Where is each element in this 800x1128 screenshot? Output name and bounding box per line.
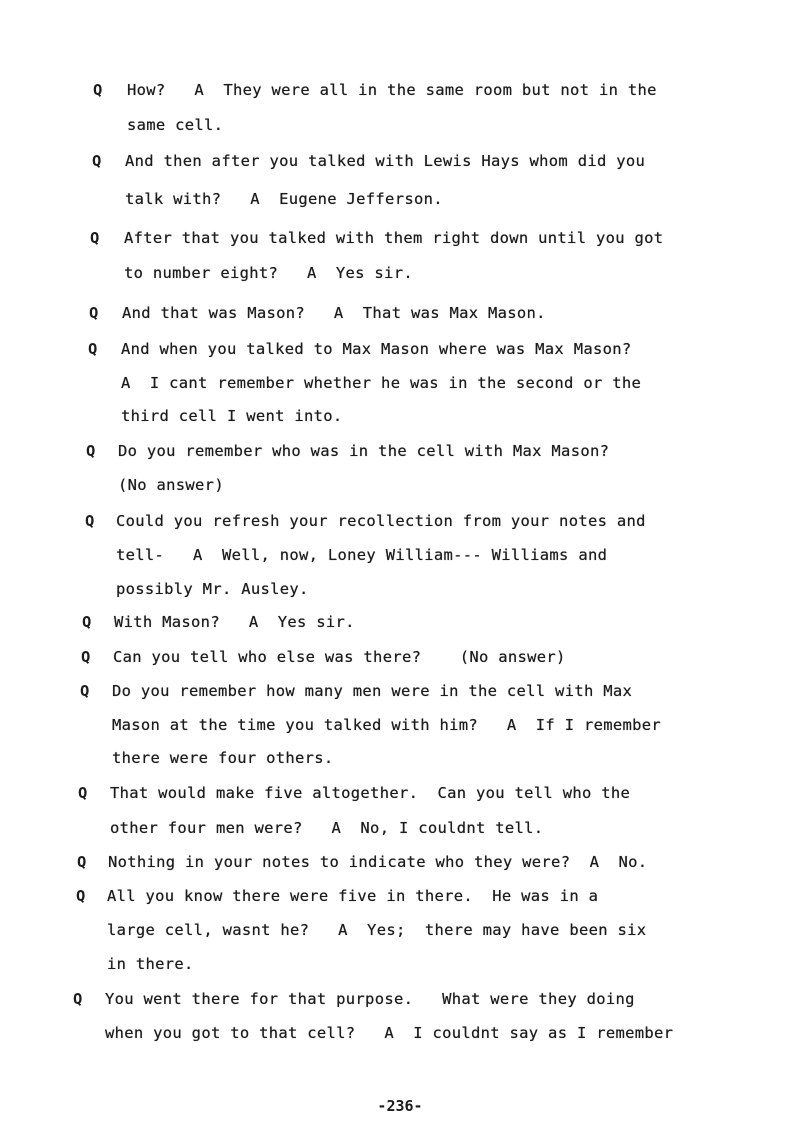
transcript-line: when you got to that cell? A I couldnt say as I remember <box>105 1024 674 1042</box>
question-marker: Q <box>77 853 87 871</box>
transcript-line: A I cant remember whether he was in the second or the <box>121 374 642 392</box>
transcript-line: third cell I went into. <box>121 407 343 425</box>
transcript-line: talk with? A Eugene Jefferson. <box>125 190 443 208</box>
question-marker: Q <box>80 682 90 700</box>
transcript-line: large cell, wasnt he? A Yes; there may have been six <box>107 921 647 939</box>
question-marker: Q <box>82 613 92 631</box>
question-marker: Q <box>78 784 88 802</box>
transcript-line: You went there for that purpose. What were they doing <box>105 990 635 1008</box>
transcript-line: (No answer) <box>118 476 224 494</box>
question-marker: Q <box>93 81 103 99</box>
transcript-line: And then after you talked with Lewis Hays whom did you <box>125 152 646 170</box>
transcript-line: How? A They were all in the same room but not in the <box>127 81 657 99</box>
transcript-line: other four men were? A No, I couldnt tell. <box>110 819 544 837</box>
transcript-line: That would make five altogether. Can you tell who the <box>110 784 631 802</box>
question-marker: Q <box>81 648 91 666</box>
transcript-line: same cell. <box>127 116 224 134</box>
transcript-line: Can you tell who else was there? (No answer) <box>113 648 566 666</box>
question-marker: Q <box>73 990 83 1008</box>
transcript-line: And that was Mason? A That was Max Mason. <box>122 304 546 322</box>
transcript-line: With Mason? A Yes sir. <box>114 613 355 631</box>
transcript-line: After that you talked with them right down until you got <box>124 229 664 247</box>
transcript-line: tell- A Well, now, Loney William--- Williams and <box>116 546 608 564</box>
question-marker: Q <box>92 152 102 170</box>
transcript-line: possibly Mr. Ausley. <box>116 580 309 598</box>
transcript-line: And when you talked to Max Mason where was Max Mason? <box>121 340 632 358</box>
question-marker: Q <box>76 887 86 905</box>
question-marker: Q <box>89 304 99 322</box>
question-marker: Q <box>88 340 98 358</box>
transcript-line: Do you remember how many men were in the cell with Max <box>112 682 633 700</box>
question-marker: Q <box>85 512 95 530</box>
page-number: -236- <box>377 1097 423 1115</box>
question-marker: Q <box>90 229 100 247</box>
transcript-line: Do you remember who was in the cell with Max Mason? <box>118 442 610 460</box>
transcript-line: in there. <box>107 955 194 973</box>
transcript-line: Mason at the time you talked with him? A If I remember <box>112 716 662 734</box>
question-marker: Q <box>86 442 96 460</box>
transcript-line: to number eight? A Yes sir. <box>124 264 413 282</box>
transcript-line: there were four others. <box>112 749 334 767</box>
transcript-line: Could you refresh your recollection from your notes and <box>116 512 646 530</box>
transcript-line: All you know there were five in there. He was in a <box>107 887 599 905</box>
transcript-line: Nothing in your notes to indicate who they were? A No. <box>108 853 648 871</box>
